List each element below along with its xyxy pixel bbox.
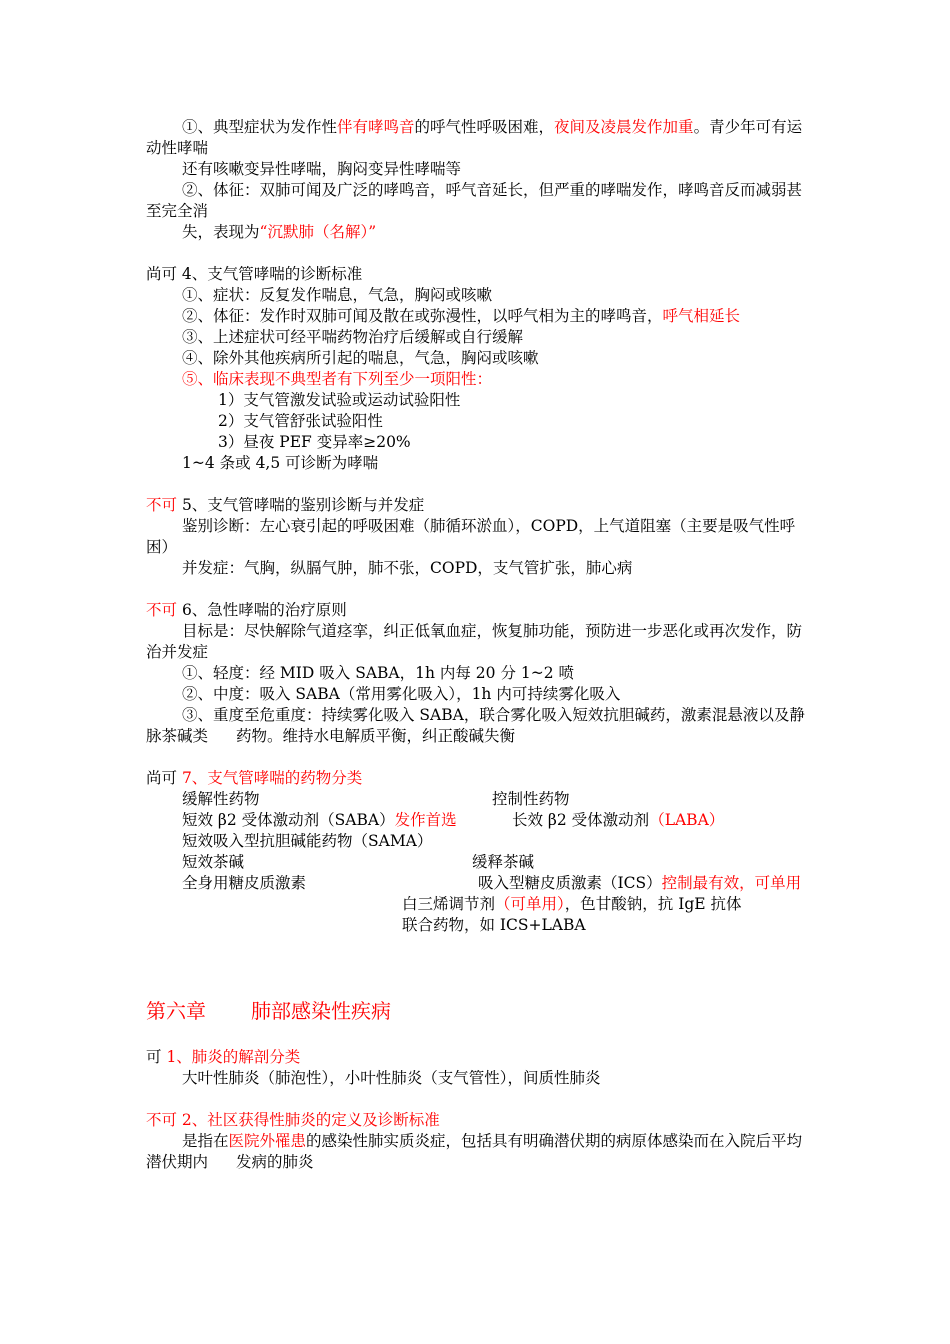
highlight-text: （可单用） — [495, 895, 565, 913]
priority-tag: 不可 — [146, 601, 178, 619]
text-run: ，色甘酸钠，抗 IgE 抗体 — [564, 895, 742, 913]
text-run: ③、重度至危重度：持续雾化吸入 SABA，联合雾化吸入短效抗胆碱药，激素混悬液以及静脉茶碱类 — [146, 706, 805, 745]
drug-table-row — [146, 873, 806, 894]
drug-table-row — [146, 831, 806, 852]
highlight-text: 呼气相延长 — [662, 307, 741, 325]
drug-cell: 全身用糖皮质激素 — [182, 874, 307, 892]
text-run: 6、急性哮喘的治疗原则 — [177, 601, 347, 619]
text-run: 的呼气性呼吸困难， — [414, 118, 555, 136]
criteria-item: ④、除外其他疾病所引起的喘息，气急，胸闷或咳嗽 — [182, 349, 539, 367]
highlight-text: “沉默肺（名解）” — [259, 223, 377, 241]
highlight-text: 夜间及凌晨发作加重 — [554, 118, 694, 136]
drug-cell: 短效茶碱 — [182, 853, 245, 871]
text-run: 的感染性肺实质炎症，包括具有明确潜伏期的病原体感染而在入院后平均潜伏期内 — [146, 1132, 803, 1171]
text-run: 发病的肺炎 — [236, 1153, 314, 1171]
highlight-text: 1、肺炎的解剖分类 — [161, 1048, 301, 1066]
drug-table-row — [146, 852, 806, 873]
differential-paragraph: 鉴别诊断：左心衰引起的呼吸困难（肺循环淤血），COPD，上气道阻塞（主要是吸气性呼困） — [146, 517, 796, 556]
criteria-item: ①、症状：反复发作喘息，气急，胸闷或咳嗽 — [182, 286, 493, 304]
chapter-number: 第六章 — [146, 999, 206, 1023]
silent-lung-paragraph — [146, 222, 806, 243]
highlight-text: 控制最有效，可单用 — [661, 874, 802, 892]
text-run: ②、体征：发作时双肺可闻及散在或弥漫性，以呼气相为主的哮鸣音， — [182, 307, 663, 325]
section-5-title — [146, 495, 806, 516]
text-run: 长效 β2 受体激动剂 — [512, 811, 650, 829]
drug-cell — [476, 810, 724, 831]
text-run: 。青少年可有运动性哮喘 — [146, 118, 803, 157]
drug-cell: 缓释茶碱 — [472, 853, 535, 871]
highlight-text: 发作首选 — [394, 811, 457, 829]
criteria-conclusion: 1~4 条或 4,5 可诊断为哮喘 — [182, 454, 379, 472]
asthma-variant-paragraph: 还有咳嗽变异性哮喘，胸闷变异性哮喘等 — [182, 160, 462, 178]
treatment-item: ②、中度：吸入 SABA（常用雾化吸入），1h 内可持续雾化吸入 — [182, 685, 621, 703]
priority-tag: 可 — [146, 1048, 162, 1066]
section-7-title — [146, 768, 806, 789]
highlight-text: （LABA） — [649, 811, 725, 829]
text-run: 5、支气管哮喘的鉴别诊断与并发症 — [177, 496, 425, 514]
criteria-subitem: 2）支气管舒张试验阳性 — [218, 412, 383, 430]
drug-table-header — [146, 789, 806, 810]
drug-table-row — [146, 810, 806, 831]
treatment-item — [146, 705, 806, 747]
highlight-text: 7、支气管哮喘的药物分类 — [177, 769, 363, 787]
text-run: 是指在 — [182, 1132, 229, 1150]
criteria-item: ③、上述症状可经平喘药物治疗后缓解或自行缓解 — [182, 328, 524, 346]
text-run: ①、典型症状为发作性 — [182, 118, 338, 136]
pneumonia-classification: 大叶性肺炎（肺泡性），小叶性肺炎（支气管性），间质性肺炎 — [182, 1069, 601, 1087]
text-run: 药物。维持水电解质平衡，纠正酸碱失衡 — [236, 727, 516, 745]
drug-table-row: 联合药物，如 ICS+LABA — [402, 916, 586, 934]
asthma-symptom-paragraph — [146, 117, 806, 159]
criteria-subitem: 1）支气管激发试验或运动试验阳性 — [218, 391, 461, 409]
drug-cell: 短效吸入型抗胆碱能药物（SAMA） — [182, 832, 433, 850]
c6-section-1-title — [146, 1047, 806, 1068]
criteria-item-highlight: ⑤、临床表现不典型者有下列至少一项阳性： — [182, 370, 493, 388]
asthma-sign-paragraph: ②、体征：双肺可闻及广泛的哮鸣音，呼气音延长，但严重的哮喘发作，哮鸣音反而减弱甚至完全消 — [146, 181, 803, 220]
column-header: 缓解性药物 — [182, 790, 260, 808]
text-run: 短效 β2 受体激动剂（SABA） — [182, 811, 395, 829]
cap-definition — [146, 1131, 806, 1173]
treatment-item: ①、轻度：经 MID 吸入 SABA，1h 内每 20 分 1~2 喷 — [182, 664, 575, 682]
document-body — [146, 117, 806, 1173]
drug-table-row — [146, 894, 806, 915]
section-6-title — [146, 600, 806, 621]
complication-paragraph: 并发症：气胸，纵膈气肿，肺不张，COPD，支气管扩张，肺心病 — [182, 559, 633, 577]
c6-section-2-title: 不可 2、社区获得性肺炎的定义及诊断标准 — [146, 1111, 440, 1129]
text-run: 白三烯调节剂 — [402, 895, 496, 913]
priority-tag: 不可 — [146, 496, 178, 514]
text-run: 吸入型糖皮质激素（ICS） — [478, 874, 662, 892]
section-4-title: 尚可 4、支气管哮喘的诊断标准 — [146, 265, 363, 283]
priority-tag: 尚可 — [146, 769, 178, 787]
treatment-goal: 目标是：尽快解除气道痉挛，纠正低氧血症，恢复肺功能，预防进一步恶化或再次发作，防治并发症 — [146, 622, 803, 661]
text-run: 失，表现为 — [182, 223, 260, 241]
criteria-item — [146, 306, 806, 327]
column-header: 控制性药物 — [492, 790, 570, 808]
chapter-name: 肺部感染性疾病 — [251, 999, 391, 1023]
drug-cell — [146, 810, 476, 831]
criteria-subitem: 3）昼夜 PEF 变异率≥20% — [218, 433, 411, 451]
chapter-heading — [146, 996, 806, 1026]
highlight-text: 伴有哮鸣音 — [337, 118, 415, 136]
highlight-text: 医院外罹患 — [228, 1132, 307, 1150]
